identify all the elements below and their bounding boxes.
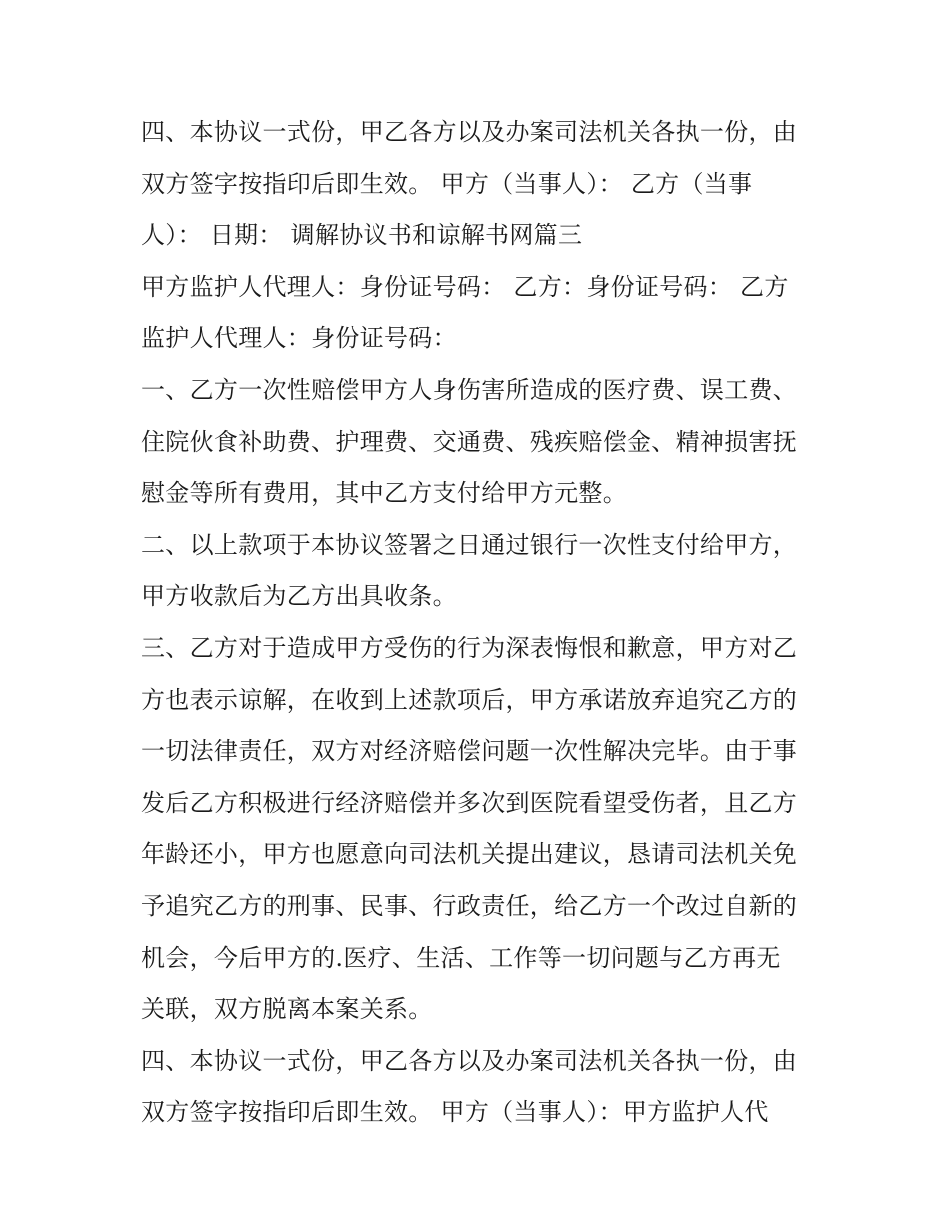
text-line: 发后乙方积极进行经济赔偿并多次到医院看望受伤者，且乙方 bbox=[141, 788, 798, 817]
text-line: 双方签字按指印后即生效。 甲方（当事人）： 乙方（当事 bbox=[141, 169, 753, 198]
document-body bbox=[141, 107, 813, 1139]
text-line: 一、乙方一次性赔偿甲方人身伤害所造成的医疗费、误工费、 bbox=[141, 375, 798, 404]
text-line: 四、本协议一式份，甲乙各方以及办案司法机关各执一份，由 bbox=[141, 118, 798, 146]
text-line: 监护人代理人：身份证号码： bbox=[141, 324, 457, 353]
paragraph-clause-four-repeat bbox=[141, 1036, 813, 1139]
text-line: 二、以上款项于本协议签署之日通过银行一次性支付给甲方， bbox=[141, 530, 798, 559]
paragraph-clause-one bbox=[141, 365, 813, 520]
text-line: 关联，双方脱离本案关系。 bbox=[141, 995, 433, 1024]
paragraph-clause-two bbox=[141, 520, 813, 623]
text-line: 三、乙方对于造成甲方受伤的行为深表悔恨和歉意，甲方对乙 bbox=[141, 633, 798, 662]
text-line: 慰金等所有费用，其中乙方支付给甲方元整。 bbox=[141, 479, 627, 508]
text-line: 住院伙食补助费、护理费、交通费、残疾赔偿金、精神损害抚 bbox=[141, 427, 798, 456]
text-line: 一切法律责任，双方对经济赔偿问题一次性解决完毕。由于事 bbox=[141, 737, 798, 766]
text-line: 机会，今后甲方的.医疗、生活、工作等一切问题与乙方再无 bbox=[141, 943, 781, 972]
text-line: 方也表示谅解，在收到上述款项后，甲方承诺放弃追究乙方的 bbox=[141, 685, 798, 714]
text-line: 年龄还小，甲方也愿意向司法机关提出建议，恳请司法机关免 bbox=[141, 840, 798, 869]
paragraph-parties-id bbox=[141, 262, 813, 365]
paragraph-clause-four-signature bbox=[141, 107, 813, 262]
text-line: 甲方监护人代理人：身份证号码： 乙方：身份证号码： 乙方 bbox=[141, 272, 789, 301]
text-line: 四、本协议一式份，甲乙各方以及办案司法机关各执一份，由 bbox=[141, 1046, 798, 1075]
text-line: 人）： 日期： 调解协议书和谅解书网篇三 bbox=[141, 221, 583, 250]
paragraph-clause-three bbox=[141, 623, 813, 1036]
text-line: 双方签字按指印后即生效。 甲方（当事人）：甲方监护人代 bbox=[141, 1098, 769, 1127]
text-line: 予追究乙方的刑事、民事、行政责任，给乙方一个改过自新的 bbox=[141, 891, 798, 920]
text-line: 甲方收款后为乙方出具收条。 bbox=[141, 582, 457, 611]
